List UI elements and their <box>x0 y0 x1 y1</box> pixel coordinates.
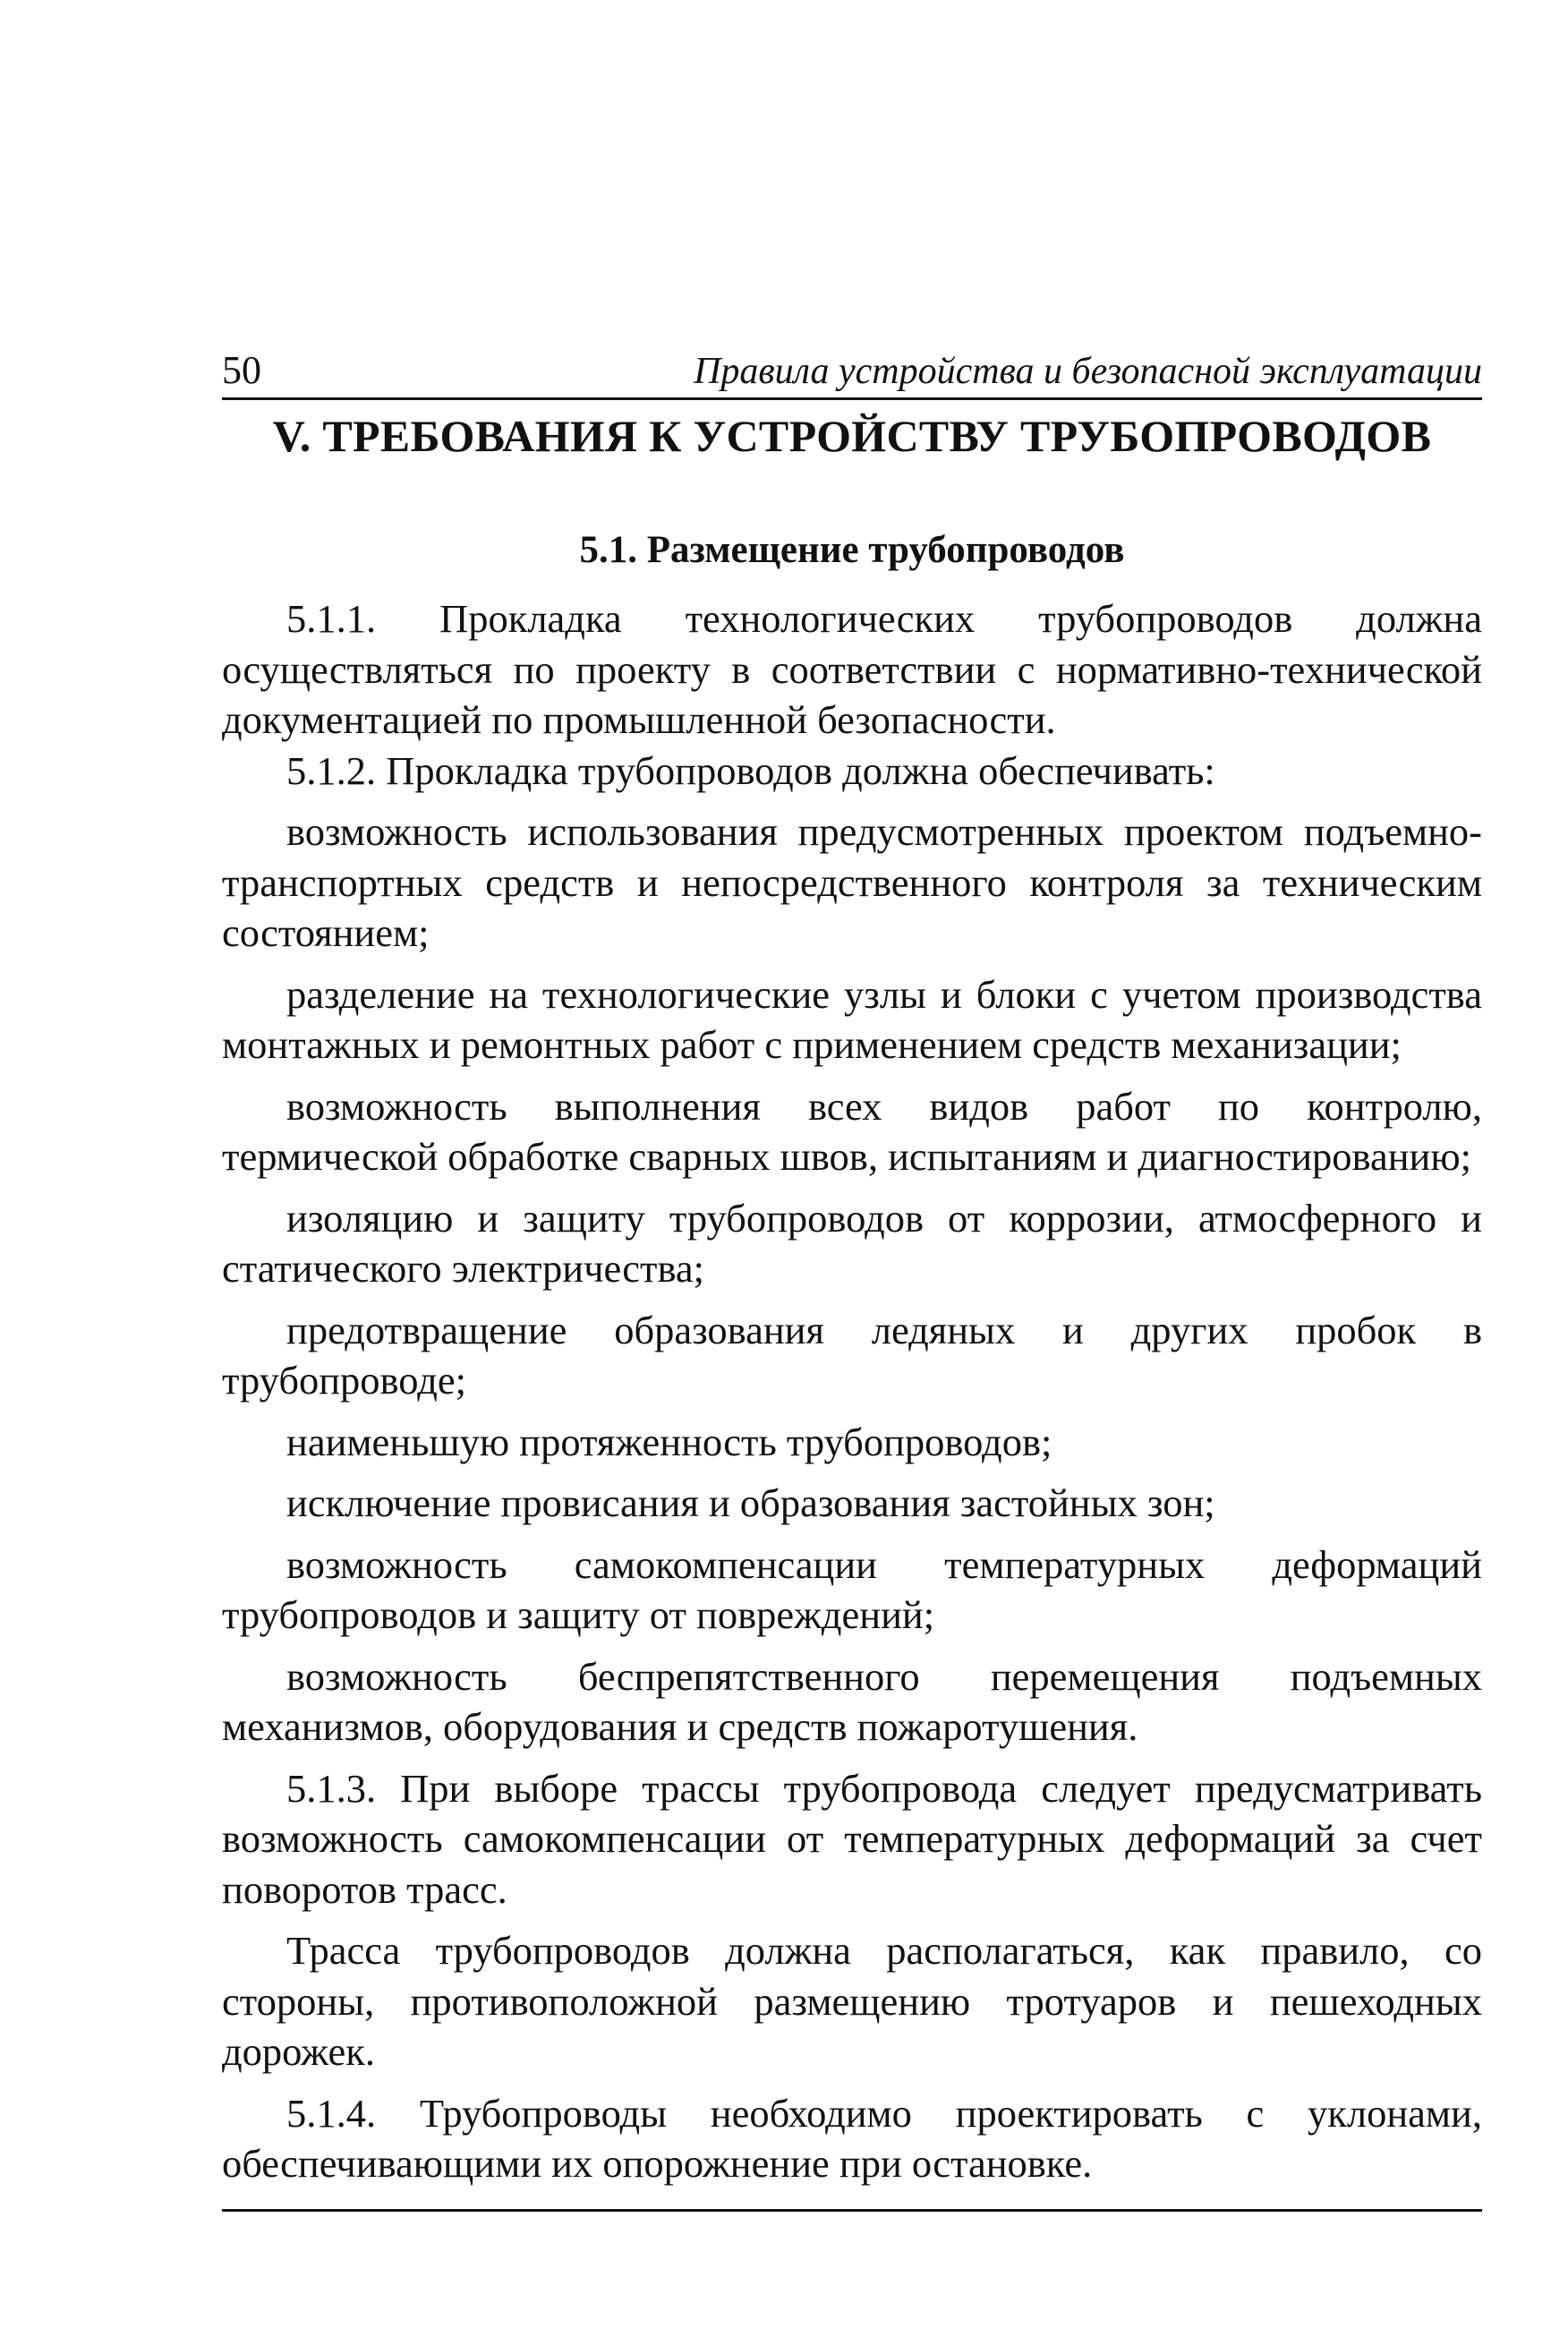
list-item: возможность выполнения всех видов работ по контролю, термической обработке сварных швов, испытаниям и диагностированию; <box>222 1083 1482 1179</box>
page-number: 50 <box>222 348 261 392</box>
paragraph-5-1-3: 5.1.3. При выборе трассы трубопровода следует предусматривать возможность самокомпенсации от температурных деформаций за счет поворотов трасс. <box>222 1765 1482 1912</box>
list-item: изоляцию и защиту трубопроводов от коррозии, атмосферного и статического электричества; <box>222 1195 1482 1291</box>
section-title: 5.1. Размещение трубопроводов <box>579 529 1125 571</box>
list-item: предотвращение образования ледяных и других пробок в трубопроводе; <box>222 1307 1482 1403</box>
running-header-title: Правила устройства и безопасной эксплуатации <box>694 351 1482 392</box>
list-item: разделение на технологические узлы и блоки с учетом производства монтажных и ремонтных работ с применением средств механизации; <box>222 971 1482 1067</box>
paragraph-route-placement: Трасса трубопроводов должна располагаться, как правило, со стороны, противоположной размещению тротуаров и пешеходных дорожек. <box>222 1928 1482 2074</box>
paragraph-5-1-1: 5.1.1. Прокладка технологических трубопроводов должна осуществляться по проекту в соответствии с нормативно-технической документацией по промышленной безопасности. <box>222 596 1482 742</box>
chapter-title: V. ТРЕБОВАНИЯ К УСТРОЙСТВУ ТРУБОПРОВОДОВ <box>272 411 1432 461</box>
list-item: возможность использования предусмотренных проектом подъемно-транспортных средств и непосредственного контроля за техническим состоянием; <box>222 809 1482 955</box>
list-item: исключение провисания и образования застойных зон; <box>286 1480 1215 1525</box>
list-item: возможность беспрепятственного перемещения подъемных механизмов, оборудования и средств пожаротушения. <box>222 1653 1482 1749</box>
list-item: наименьшую протяженность трубопроводов; <box>286 1419 1052 1464</box>
bottom-divider <box>222 2209 1482 2212</box>
document-page <box>222 347 1482 2212</box>
paragraph-5-1-4: 5.1.4. Трубопроводы необходимо проектировать с уклонами, обеспечивающими их опорожнение при остановке. <box>222 2090 1482 2186</box>
paragraph-5-1-2: 5.1.2. Прокладка трубопроводов должна обеспечивать: <box>286 747 1215 793</box>
list-item: возможность самокомпенсации температурных деформаций трубопроводов и защиту от повреждений; <box>222 1541 1482 1637</box>
running-header <box>222 347 1482 400</box>
